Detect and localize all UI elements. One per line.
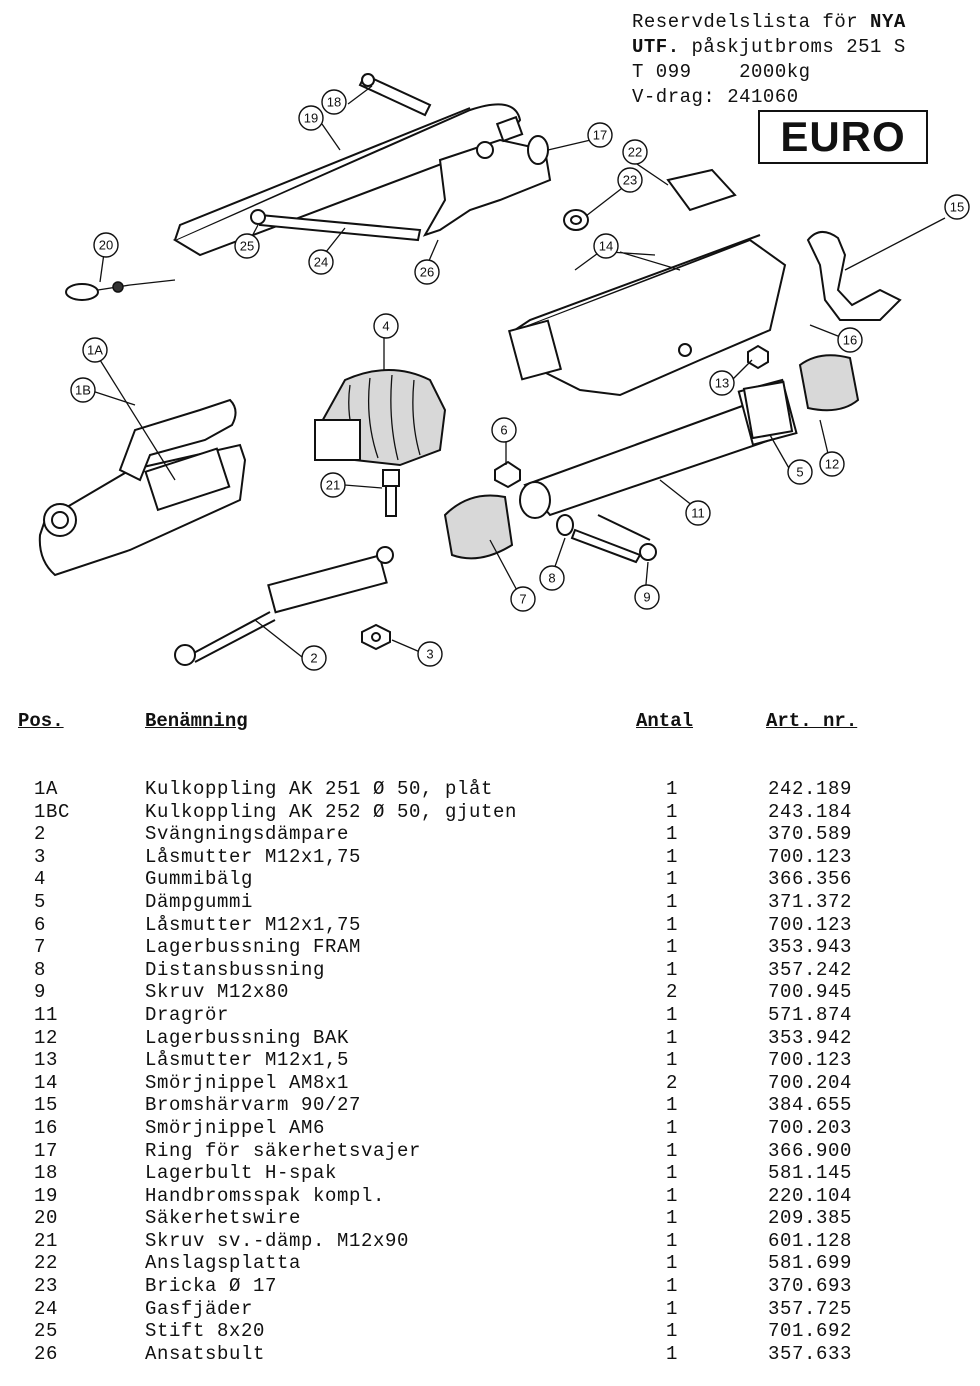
row-name: Gasfjäder — [145, 1297, 254, 1320]
callout-18 — [322, 90, 346, 114]
row-pos: 17 — [34, 1139, 59, 1162]
header-name: Benämning — [145, 710, 248, 732]
table-row — [0, 1275, 980, 1298]
ball-coupling-drawing — [40, 400, 245, 575]
callout-6 — [492, 418, 516, 442]
row-qty: 1 — [666, 913, 679, 936]
row-art: 700.945 — [768, 981, 853, 1004]
callout-label: 23 — [622, 172, 638, 188]
callout-11 — [686, 501, 710, 525]
row-name: Svängningsdämpare — [145, 823, 350, 846]
row-art: 700.203 — [768, 1116, 853, 1139]
row-art: 220.104 — [768, 1184, 853, 1207]
row-pos: 20 — [34, 1207, 59, 1230]
row-art: 384.655 — [768, 1094, 853, 1117]
table-row — [0, 1343, 980, 1366]
header-line-2-bold: UTF. — [632, 36, 680, 58]
damper-drawing — [175, 547, 393, 665]
table-row — [0, 1049, 980, 1072]
row-name: Skruv M12x80 — [145, 981, 290, 1004]
callout-3 — [418, 642, 442, 666]
row-qty: 1 — [666, 1026, 679, 1049]
row-qty: 1 — [666, 936, 679, 959]
row-qty: 1 — [666, 1049, 679, 1072]
row-qty: 1 — [666, 1094, 679, 1117]
row-qty: 1 — [666, 1184, 679, 1207]
nut-6-drawing — [495, 462, 520, 487]
table-row — [0, 846, 980, 869]
row-name: Dragrör — [145, 1003, 230, 1026]
row-qty: 1 — [666, 958, 679, 981]
row-pos: 24 — [34, 1297, 59, 1320]
row-qty: 2 — [666, 981, 679, 1004]
row-name: Låsmutter M12x1,5 — [145, 1049, 350, 1072]
callout-2 — [302, 646, 326, 670]
stop-plate-drawing — [668, 170, 735, 210]
row-art: 581.145 — [768, 1162, 853, 1185]
callout-label: 16 — [842, 332, 858, 348]
row-qty: 1 — [666, 1320, 679, 1343]
row-pos: 19 — [34, 1184, 59, 1207]
row-pos: 18 — [34, 1162, 59, 1185]
row-art: 243.184 — [768, 800, 853, 823]
row-pos: 8 — [34, 958, 47, 981]
row-pos: 25 — [34, 1320, 59, 1343]
row-name: Skruv sv.-dämp. M12x90 — [145, 1229, 410, 1252]
row-qty: 1 — [666, 1139, 679, 1162]
brake-housing-drawing — [509, 235, 785, 395]
row-qty: 1 — [666, 1252, 679, 1275]
exploded-parts-diagram — [0, 0, 980, 690]
callout-label: 7 — [519, 591, 527, 607]
row-qty: 1 — [666, 845, 679, 868]
row-name: Lagerbussning FRAM — [145, 936, 362, 959]
header-line-2-text: påskjutbroms 251 S — [679, 36, 906, 58]
header-line-1-bold: NYA — [870, 11, 906, 33]
row-qty: 1 — [666, 778, 679, 800]
callout-label: 24 — [313, 254, 329, 270]
row-qty: 1 — [666, 1116, 679, 1139]
callout-label: 17 — [592, 127, 608, 143]
row-pos: 2 — [34, 823, 47, 846]
row-art: 357.242 — [768, 958, 853, 981]
row-qty: 1 — [666, 1342, 679, 1365]
row-art: 370.589 — [768, 823, 853, 846]
screw-21-drawing — [383, 470, 399, 516]
row-qty: 1 — [666, 1003, 679, 1026]
row-pos: 9 — [34, 981, 47, 1004]
table-row — [0, 914, 980, 937]
callout-label: 21 — [325, 477, 341, 493]
table-row — [0, 1185, 980, 1208]
row-name: Stift 8x20 — [145, 1320, 266, 1343]
row-name: Smörjnippel AM8x1 — [145, 1071, 350, 1094]
row-name: Dämpgummi — [145, 890, 254, 913]
callout-label: 11 — [691, 505, 705, 521]
row-name: Smörjnippel AM6 — [145, 1116, 326, 1139]
row-pos: 12 — [34, 1026, 59, 1049]
row-art: 353.942 — [768, 1026, 853, 1049]
table-row — [0, 868, 980, 891]
callout-5 — [788, 460, 812, 484]
row-pos: 4 — [34, 868, 47, 891]
row-qty: 1 — [666, 890, 679, 913]
table-row — [0, 1072, 980, 1095]
row-art: 357.725 — [768, 1297, 853, 1320]
row-name: Lagerbussning BAK — [145, 1026, 350, 1049]
row-name: Ansatsbult — [145, 1342, 266, 1365]
row-pos: 1BC — [34, 800, 71, 823]
callout-1b — [71, 378, 95, 402]
header-pos: Pos. — [18, 710, 64, 732]
callout-24 — [309, 250, 333, 274]
header-art: Art. nr. — [766, 710, 858, 732]
row-art: 700.123 — [768, 1049, 853, 1072]
damping-rubber-drawing — [744, 382, 792, 438]
table-row — [0, 1230, 980, 1253]
table-row — [0, 801, 980, 824]
row-art: 571.874 — [768, 1003, 853, 1026]
callout-label: 3 — [426, 646, 434, 662]
row-pos: 3 — [34, 845, 47, 868]
row-art: 366.356 — [768, 868, 853, 891]
callout-label: 1B — [75, 382, 91, 398]
row-art: 370.693 — [768, 1275, 853, 1298]
table-row — [0, 936, 980, 959]
callout-22 — [623, 140, 647, 164]
row-name: Bricka Ø 17 — [145, 1275, 278, 1298]
euro-badge: EURO — [758, 110, 928, 164]
table-row — [0, 1027, 980, 1050]
callout-23 — [618, 168, 642, 192]
row-qty: 2 — [666, 1071, 679, 1094]
header-line-4: V-drag: 241060 — [632, 86, 799, 108]
row-name: Anslagsplatta — [145, 1252, 302, 1275]
callout-7 — [511, 587, 535, 611]
callout-label: 20 — [98, 237, 114, 253]
rubber-bellow-drawing — [315, 370, 445, 465]
row-art: 700.123 — [768, 913, 853, 936]
row-art: 700.123 — [768, 845, 853, 868]
table-row — [0, 1117, 980, 1140]
callout-13 — [710, 371, 734, 395]
row-name: Bromshärvarm 90/27 — [145, 1094, 362, 1117]
callout-label: 22 — [627, 144, 643, 160]
row-pos: 7 — [34, 936, 47, 959]
row-qty: 1 — [666, 868, 679, 891]
header-line-3: T 099 2000kg — [632, 61, 811, 83]
table-row — [0, 981, 980, 1004]
callout-16 — [838, 328, 862, 352]
row-art: 353.943 — [768, 936, 853, 959]
brake-arm-drawing — [808, 232, 900, 320]
row-pos: 16 — [34, 1116, 59, 1139]
table-row — [0, 1004, 980, 1027]
nut-13-drawing — [748, 346, 768, 368]
row-pos: 13 — [34, 1049, 59, 1072]
row-art: 701.692 — [768, 1320, 853, 1343]
row-qty: 1 — [666, 823, 679, 846]
callout-label: 26 — [419, 264, 435, 280]
table-row — [0, 1162, 980, 1185]
callout-label: 14 — [598, 238, 614, 254]
table-row — [0, 778, 980, 801]
row-art: 242.189 — [768, 778, 853, 800]
row-pos: 22 — [34, 1252, 59, 1275]
row-pos: 23 — [34, 1275, 59, 1298]
row-name: Ring för säkerhetsvajer — [145, 1139, 422, 1162]
callout-label: 4 — [382, 318, 390, 334]
callout-8 — [540, 566, 564, 590]
row-art: 366.900 — [768, 1139, 853, 1162]
table-header — [0, 710, 980, 736]
header-qty: Antal — [636, 710, 694, 732]
parts-table-body — [0, 778, 980, 1365]
row-name: Handbromsspak kompl. — [145, 1184, 386, 1207]
handbrake-lever-drawing — [175, 74, 550, 255]
callout-label: 25 — [239, 238, 255, 254]
row-pos: 5 — [34, 890, 47, 913]
callout-1a — [83, 338, 107, 362]
row-art: 209.385 — [768, 1207, 853, 1230]
table-row — [0, 1252, 980, 1275]
table-row — [0, 891, 980, 914]
callout-15 — [945, 195, 969, 219]
callout-label: 1A — [87, 342, 103, 358]
callout-label: 12 — [824, 456, 840, 472]
callout-9 — [635, 585, 659, 609]
row-pos: 1A — [34, 778, 59, 800]
row-name: Låsmutter M12x1,75 — [145, 913, 362, 936]
row-name: Kulkoppling AK 251 Ø 50, plåt — [145, 778, 494, 800]
callout-label: 8 — [548, 570, 556, 586]
row-name: Lagerbult H-spak — [145, 1162, 338, 1185]
row-qty: 1 — [666, 1297, 679, 1320]
front-bushing-drawing — [445, 495, 512, 558]
row-art: 700.204 — [768, 1071, 853, 1094]
safety-wire-drawing — [66, 280, 175, 300]
table-row — [0, 1298, 980, 1321]
callout-label: 9 — [643, 589, 651, 605]
callout-26 — [415, 260, 439, 284]
row-qty: 1 — [666, 1162, 679, 1185]
row-pos: 21 — [34, 1229, 59, 1252]
table-row — [0, 1140, 980, 1163]
row-name: Kulkoppling AK 252 Ø 50, gjuten — [145, 800, 518, 823]
row-qty: 1 — [666, 1207, 679, 1230]
callout-19 — [299, 106, 323, 130]
table-row — [0, 1207, 980, 1230]
row-pos: 14 — [34, 1071, 59, 1094]
callout-label: 19 — [303, 110, 319, 126]
row-name: Distansbussning — [145, 958, 326, 981]
callout-14 — [594, 234, 618, 258]
callout-label: 5 — [796, 464, 804, 480]
row-art: 357.633 — [768, 1342, 853, 1365]
row-art: 371.372 — [768, 890, 853, 913]
callout-12 — [820, 452, 844, 476]
callout-label: 6 — [500, 422, 508, 438]
washer-drawing — [564, 210, 588, 230]
row-name: Gummibälg — [145, 868, 254, 891]
table-row — [0, 1094, 980, 1117]
row-pos: 11 — [34, 1003, 59, 1026]
callout-label: 15 — [949, 199, 965, 215]
table-row — [0, 1320, 980, 1343]
table-row — [0, 959, 980, 982]
callout-label: 13 — [714, 375, 730, 391]
row-pos: 6 — [34, 913, 47, 936]
row-name: Låsmutter M12x1,75 — [145, 845, 362, 868]
callout-label: 18 — [326, 94, 342, 110]
rear-bushing-drawing — [800, 355, 858, 410]
callout-17 — [588, 123, 612, 147]
row-pos: 26 — [34, 1342, 59, 1365]
row-qty: 1 — [666, 1229, 679, 1252]
callout-20 — [94, 233, 118, 257]
row-art: 581.699 — [768, 1252, 853, 1275]
callout-21 — [321, 473, 345, 497]
row-qty: 1 — [666, 800, 679, 823]
row-pos: 15 — [34, 1094, 59, 1117]
row-name: Säkerhetswire — [145, 1207, 302, 1230]
row-art: 601.128 — [768, 1229, 853, 1252]
row-qty: 1 — [666, 1275, 679, 1298]
spacer-and-screws-drawing — [557, 515, 656, 562]
table-row — [0, 823, 980, 846]
wire-ring-drawing — [528, 136, 548, 164]
header-line-1-text: Reservdelslista för — [632, 11, 871, 33]
callout-label: 2 — [310, 650, 318, 666]
callout-4 — [374, 314, 398, 338]
nut-3-drawing — [362, 625, 390, 649]
callout-25 — [235, 234, 259, 258]
